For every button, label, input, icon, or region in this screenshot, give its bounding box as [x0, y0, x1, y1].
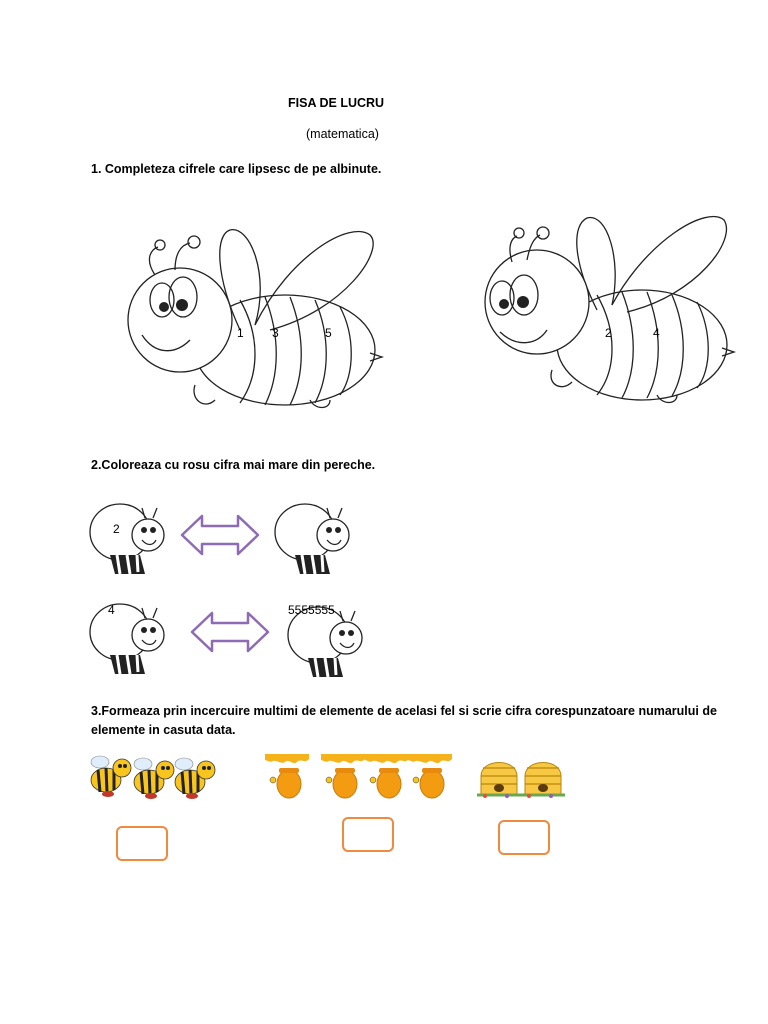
bee-left-digit-5: 5 — [325, 326, 332, 340]
honey-pot-group — [265, 752, 455, 800]
double-arrow-pair1 — [180, 513, 260, 557]
beehive-icon — [477, 763, 521, 799]
answer-box-honey-pots[interactable] — [342, 817, 394, 852]
beehive-group — [477, 750, 567, 800]
small-bee-pair1-left — [90, 500, 170, 578]
page-subtitle: (matematica) — [306, 127, 379, 141]
small-bee-pair2-left — [90, 600, 170, 678]
page-title: FISA DE LUCRU — [288, 96, 385, 110]
answer-box-bees[interactable] — [116, 826, 168, 861]
answer-box-beehives[interactable] — [498, 820, 550, 855]
small-bee-pair1-right — [275, 500, 355, 578]
bee-drawing-right — [472, 200, 737, 415]
bee-left-digit-1: 1 — [237, 326, 244, 340]
bee-icon — [91, 756, 131, 797]
exercise-3-instruction-line1: 3.Formeaza prin incercuire multimi de elemente de acelasi fel si scrie cifra corespunzatoare numarului de — [91, 704, 717, 718]
bee-right-digit-4: 4 — [653, 326, 660, 340]
small-bee-pair2-right — [288, 603, 368, 681]
bee-right-digit-2: 2 — [605, 326, 612, 340]
exercise-3-instruction-line2: elemente in casuta data. — [91, 723, 236, 737]
pair1-left-digit: 2 — [113, 522, 120, 536]
bee-left-digit-3: 3 — [272, 326, 279, 340]
bee-drawing-left — [120, 215, 380, 425]
pair2-left-digit: 4 — [108, 603, 115, 617]
exercise-1-instruction: 1. Completeza cifrele care lipsesc de pe albinute. — [91, 162, 382, 176]
bee-group — [88, 750, 218, 800]
double-arrow-pair2 — [190, 610, 270, 654]
exercise-2-instruction: 2.Coloreaza cu rosu cifra mai mare din pereche. — [91, 458, 376, 472]
pair2-right-digit: 5555555 — [288, 603, 335, 617]
honey-pot-icon — [265, 754, 309, 798]
